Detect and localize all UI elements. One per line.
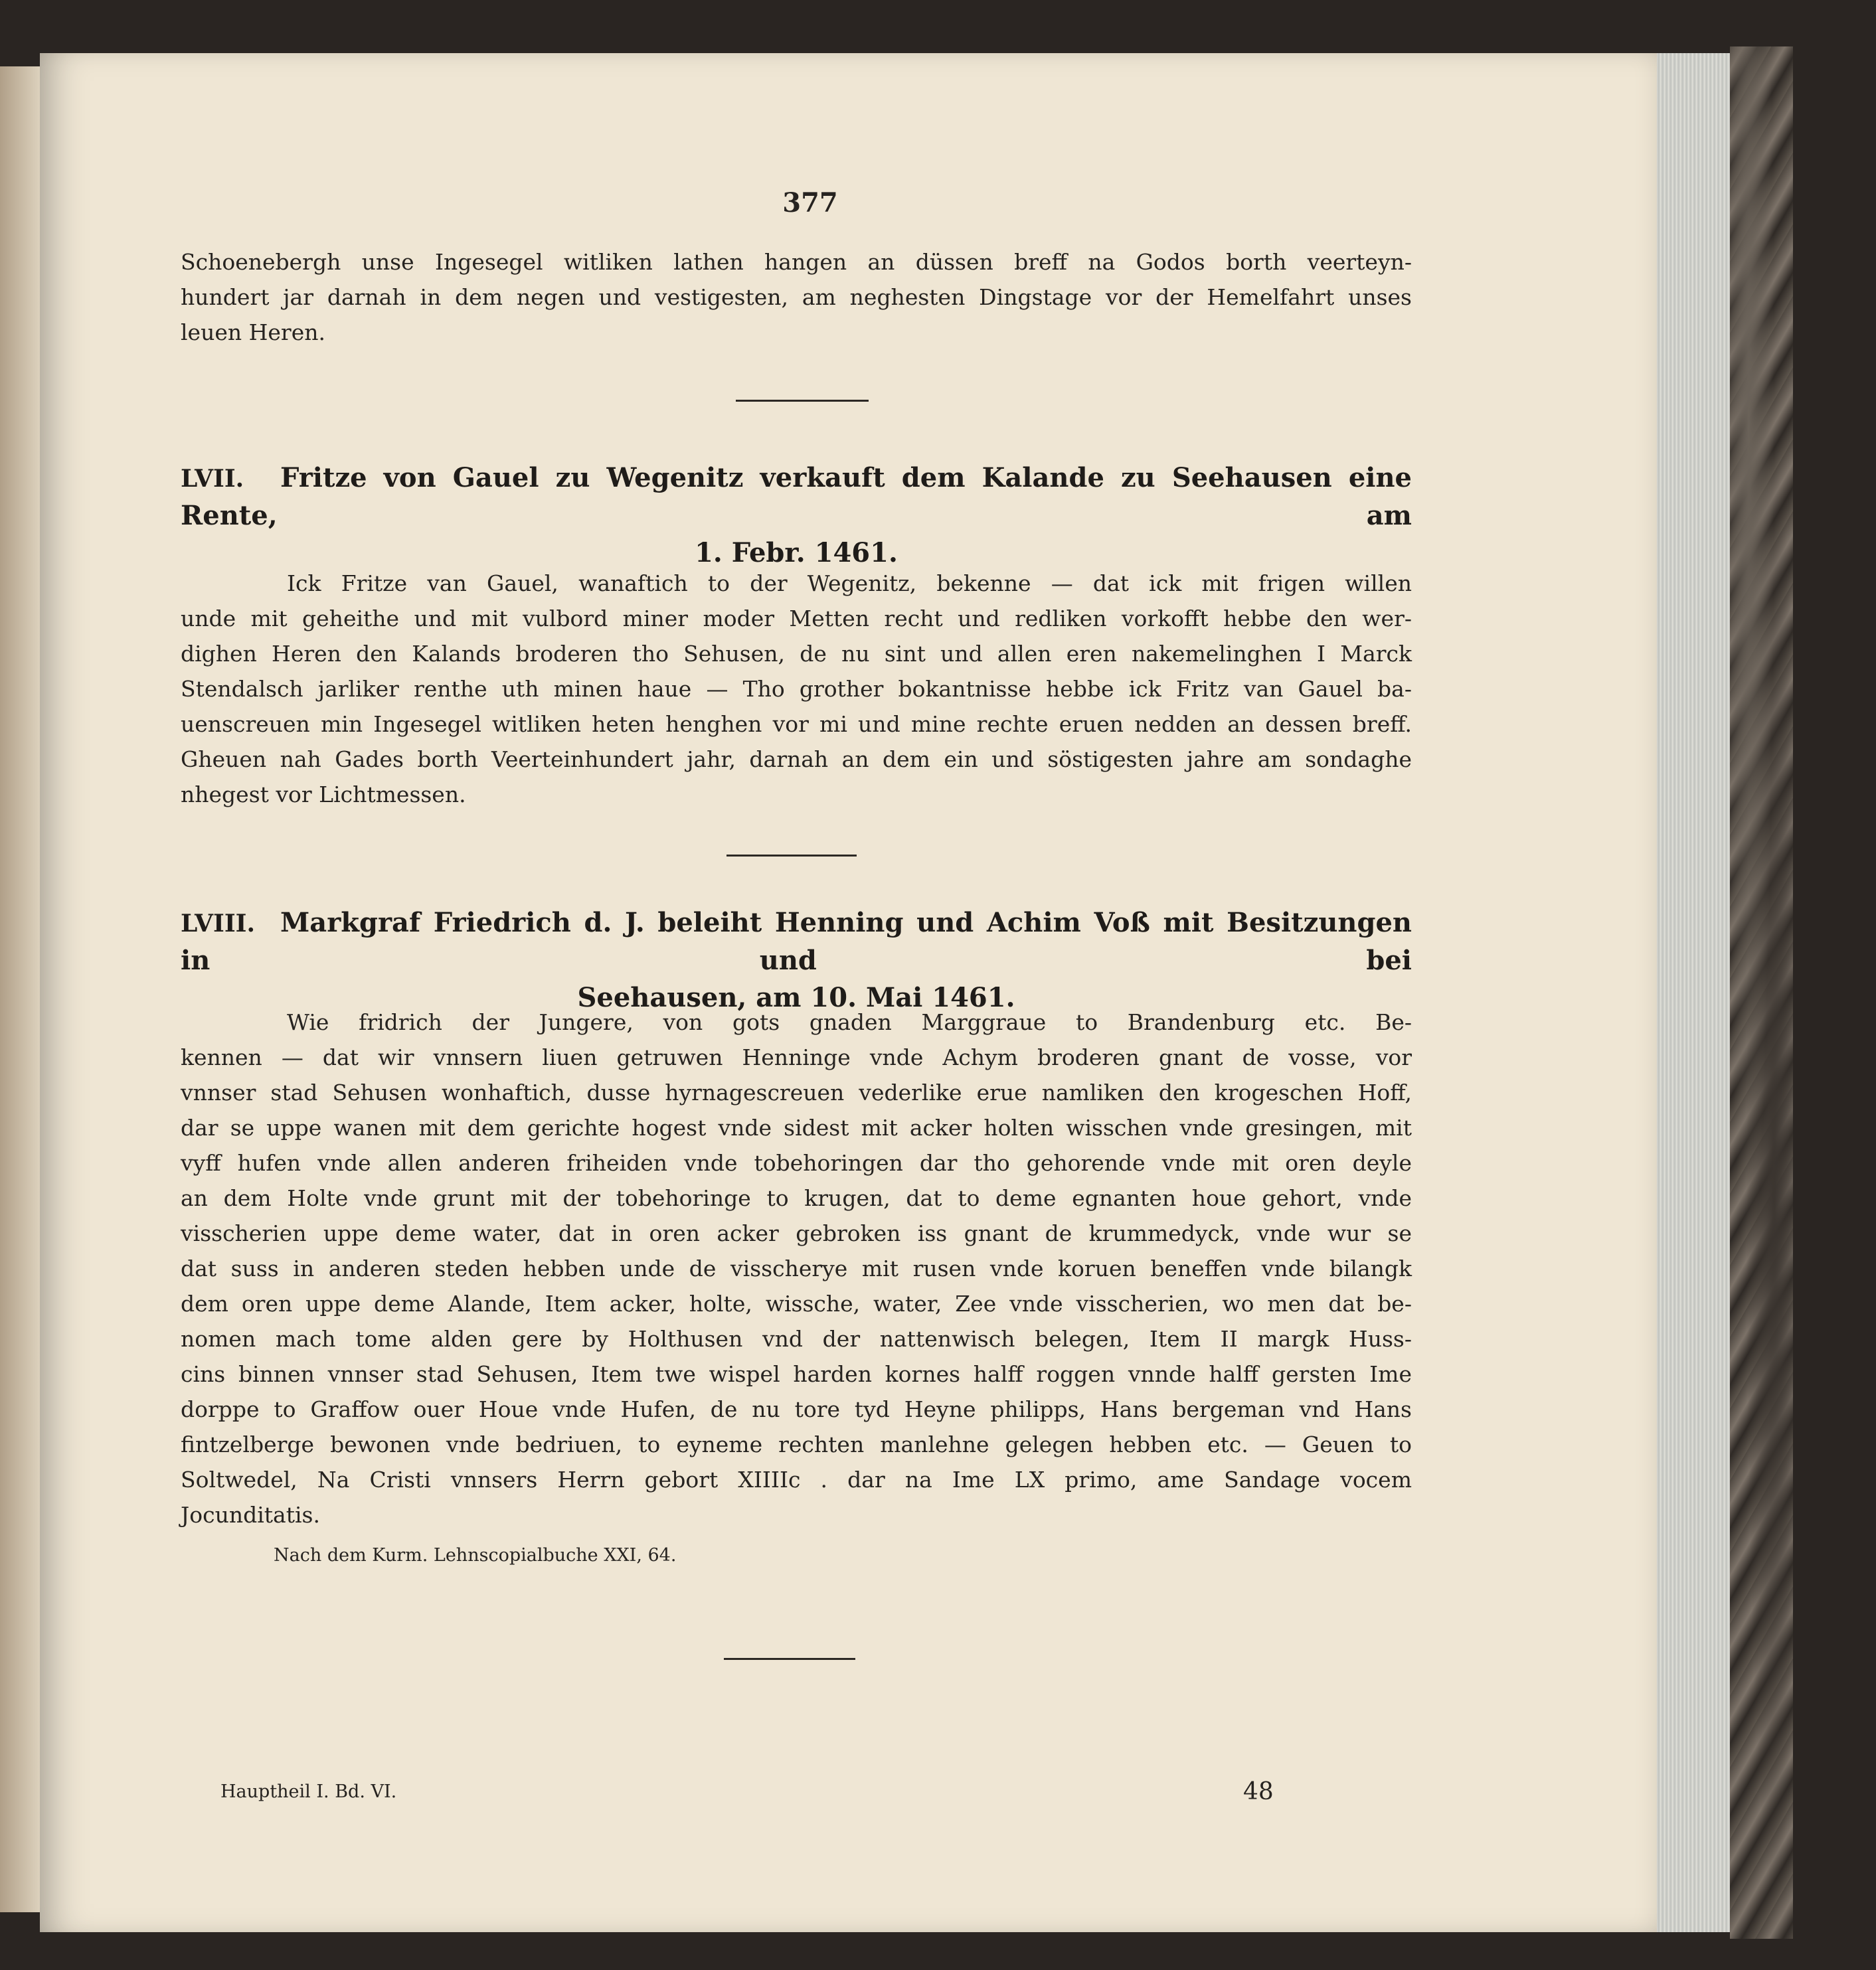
doc58-line: cins binnen vnnser stad Sehusen, Item twe wispel harden kornes halff roggen vnnde halff gersten Ime [181,1361,1412,1387]
doc57-line: nhegest vor Lichtmessen. [181,781,466,807]
doc57-title-line1 [181,459,1412,534]
doc57-line: Gheuen nah Gades borth Veerteinhundert jahr, darnah an dem ein und söstigesten jahre am sondaghe [181,746,1412,772]
doc58-line: dem oren uppe deme Alande, Item acker, holte, wissche, water, Zee vnde visscherien, wo men dat be- [181,1291,1412,1317]
doc58-line: dorppe to Graffow ouer Houe vnde Hufen, de nu tore tyd Heyne philipps, Hans bergeman vnd Hans [181,1396,1412,1422]
doc58-line: nomen mach tome alden gere by Holthusen vnd der nattenwisch belegen, Item II margk Huss- [181,1326,1412,1352]
doc58-title-line2: Seehausen, am 10. Mai 1461. [577,982,1015,1013]
doc58-title-line1 [181,904,1412,979]
doc58-line: visscherien uppe deme water, dat in oren acker gebroken iss gnant de krummedyck, vnde wur se [181,1220,1412,1246]
page-edges [1657,53,1730,1932]
doc58-line: an dem Holte vnde grunt mit der tobehoringe to krugen, dat to deme egnanten houe gehort, vnde [181,1185,1412,1211]
doc57-title-line2: 1. Febr. 1461. [695,537,898,568]
doc58-line: fintzelberge bewonen vnde bedriuen, to eyneme rechten manlehne gelegen hebben etc. — Geuen to [181,1432,1412,1457]
page-number: 377 [782,187,838,218]
doc58-heading [181,904,1412,1017]
doc58-line: vyff hufen vnde allen anderen friheiden vnde tobehoringen dar tho gehorende vnde mit oren deyle [181,1150,1412,1176]
doc58-line: dat suss in anderen steden hebben unde de visscherye mit rusen vnde koruen beneffen vnde bilangk [181,1256,1412,1281]
marbled-cover-edge [1730,46,1793,1939]
doc58-line: vnnser stad Sehusen wonhaftich, dusse hyrnagescreuen vederlike erue namliken den krogeschen Hoff, [181,1080,1412,1106]
doc57-heading [181,459,1412,572]
doc57-number: LVII. [181,465,244,493]
intro-line: leuen Heren. [181,319,325,345]
doc57-line: Ick Fritze van Gauel, wanaftich to der Wegenitz, bekenne — dat ick mit frigen willen [287,570,1412,596]
doc57-title: Fritze von Gauel zu Wegenitz verkauft dem Kalande zu Seehausen eine Rente, am [181,462,1412,531]
intro-line: hundert jar darnah in dem negen und vestigesten, am neghesten Dingstage vor der Hemelfahrt unses [181,284,1412,310]
doc58-number: LVIII. [181,910,256,938]
doc58-title: Markgraf Friedrich d. J. beleiht Henning und Achim Voß mit Besitzungen in und bei [181,907,1412,976]
doc58-line: kennen — dat wir vnnsern liuen getruwen Henninge vnde Achym broderen gnant de vosse, vor [181,1044,1412,1070]
doc57-line: dighen Heren den Kalands broderen tho Sehusen, de nu sint und allen eren nakemelinghen I Marck [181,641,1412,667]
doc58-line: Wie fridrich der Jungere, von gots gnaden Marggraue to Brandenburg etc. Be- [287,1009,1412,1035]
footer-sheet-number: 48 [1243,1778,1274,1805]
doc58-line: Soltwedel, Na Cristi vnnsers Herrn gebort XIIIIc . dar na Ime LX primo, ame Sandage vocem [181,1467,1412,1493]
section-divider [726,855,857,857]
doc58-line: Jocunditatis. [181,1502,320,1528]
doc57-line: Stendalsch jarliker renthe uth minen haue — Tho grother bokantnisse hebbe ick Fritz van Gauel ba- [181,676,1412,702]
footer-signature: Hauptheil I. Bd. VI. [220,1781,397,1802]
intro-paragraph [181,244,1412,350]
doc57-body [181,566,1412,812]
intro-line: Schoenebergh unse Ingesegel witliken lathen hangen an düssen breff na Godos borth veerteyn- [181,249,1412,275]
section-divider [724,1658,855,1660]
doc57-line: unde mit geheithe und mit vulbord miner moder Metten recht und redliken vorkofft hebbe den wer- [181,606,1412,631]
doc57-line: uenscreuen min Ingesegel witliken heten henghen vor mi und mine rechte eruen nedden an dessen breff. [181,711,1412,737]
doc58-line: dar se uppe wanen mit dem gerichte hogest vnde sidest mit acker holten wisschen vnde gresingen, mit [181,1115,1412,1141]
doc58-body [181,1005,1412,1532]
source-citation: Nach dem Kurm. Lehnscopialbuche XXI, 64. [274,1545,677,1566]
section-divider [736,400,869,402]
